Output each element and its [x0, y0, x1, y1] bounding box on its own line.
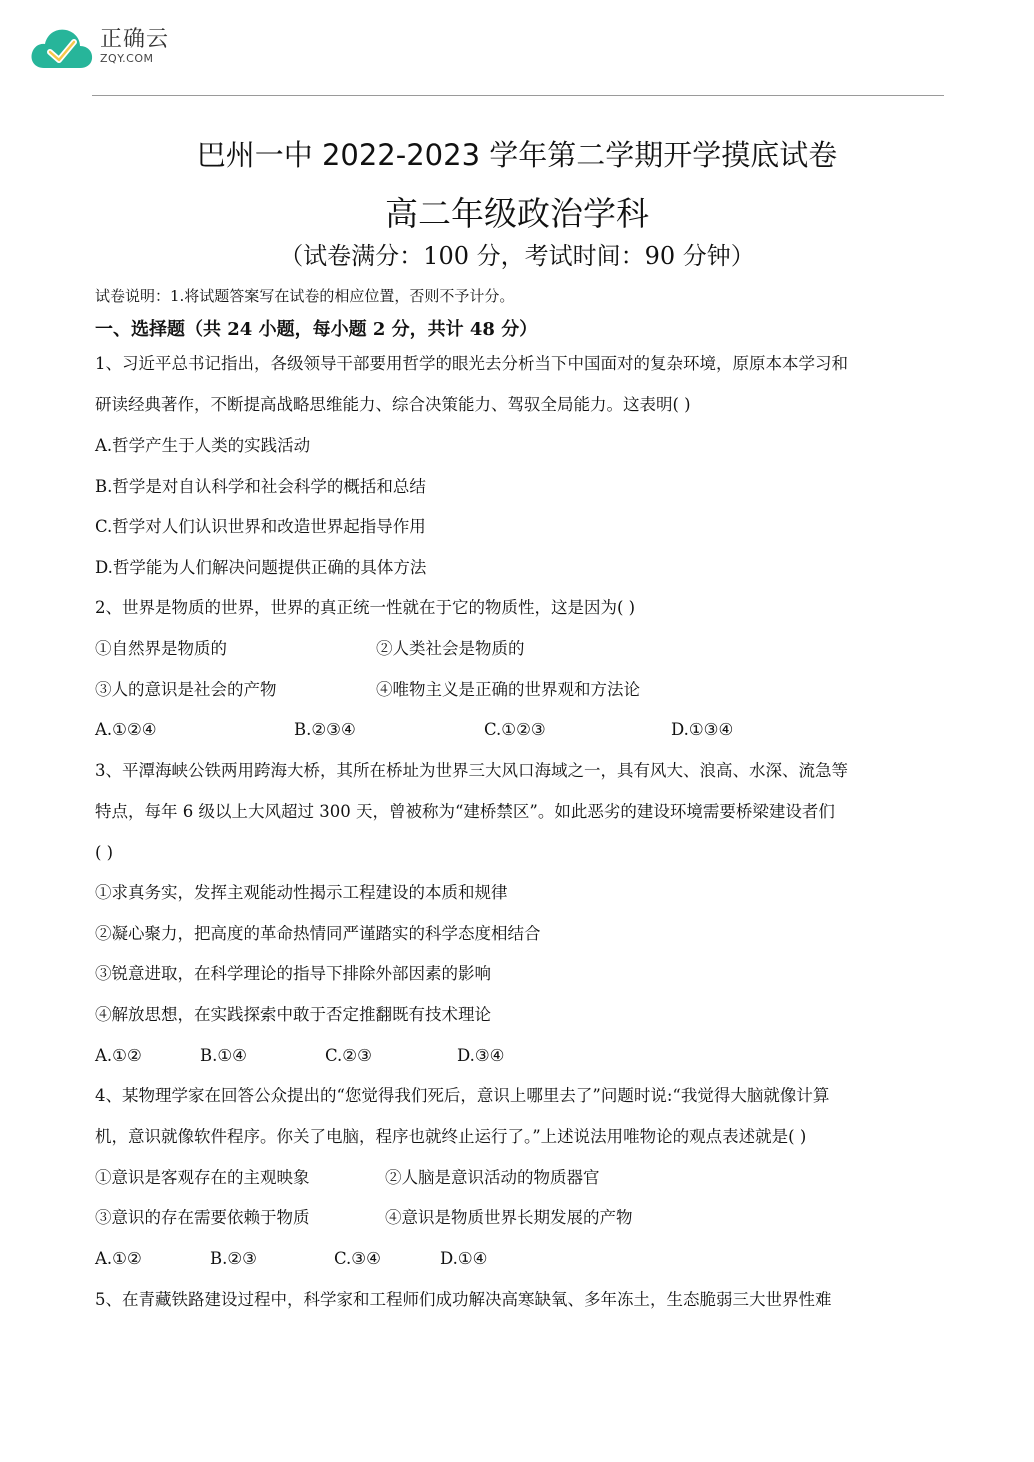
q2-item-2: ②人类社会是物质的 [376, 639, 525, 658]
q1-stem-line1: 1、习近平总书记指出，各级领导干部要用哲学的眼光去分析当下中国面对的复杂环境，原原本本学习和 [95, 354, 848, 373]
exam-subject: 高二年级政治学科 [385, 194, 649, 233]
q5-stem-line1: 5、在青藏铁路建设过程中，科学家和工程师们成功解决高寒缺氧、多年冻土，生态脆弱三大世界性难 [95, 1290, 832, 1309]
q2-option-d: D.①③④ [671, 720, 734, 739]
exam-info: （试卷满分：100 分，考试时间：90 分钟） [279, 242, 755, 270]
q4-stem-line1: 4、某物理学家在回答公众提出的“您觉得我们死后，意识上哪里去了”问题时说:“我觉得大脑就像计算 [95, 1086, 830, 1105]
q2-item-3: ③人的意识是社会的产物 [95, 680, 277, 699]
q4-option-d: D.①④ [440, 1249, 488, 1268]
q2-item-4: ④唯物主义是正确的世界观和方法论 [376, 680, 640, 699]
q4-option-c: C.③④ [334, 1249, 381, 1268]
q1-stem-line2: 研读经典著作，不断提高战略思维能力、综合决策能力、驾驭全局能力。这表明( ) [95, 395, 691, 414]
q3-option-a: A.①② [95, 1046, 142, 1065]
q3-item-4: ④解放思想，在实践探索中敢于否定推翻既有技术理论 [95, 1005, 491, 1024]
q3-item-2: ②凝心聚力，把高度的革命热情同严谨踏实的科学态度相结合 [95, 924, 541, 943]
q3-option-b: B.①④ [200, 1046, 247, 1065]
q4-item-1: ①意识是客观存在的主观映象 [95, 1168, 310, 1187]
q4-stem-line2: 机，意识就像软件程序。你关了电脑，程序也就终止运行了。”上述说法用唯物论的观点表述就是( ) [95, 1127, 807, 1146]
q2-option-b: B.②③④ [294, 720, 356, 739]
q2-stem: 2、世界是物质的世界，世界的真正统一性就在于它的物质性，这是因为( ) [95, 598, 636, 617]
logo-cn: 正确云 [100, 27, 170, 52]
q3-stem-line3: ( ) [95, 843, 114, 862]
q4-item-4: ④意识是物质世界长期发展的产物 [385, 1208, 633, 1227]
q2-item-1: ①自然界是物质的 [95, 639, 227, 658]
exam-note: 试卷说明：1.将试题答案写在试卷的相应位置，否则不予计分。 [95, 287, 515, 305]
q1-option-b: B.哲学是对自认科学和社会科学的概括和总结 [95, 477, 426, 496]
q2-option-c: C.①②③ [484, 720, 546, 739]
q4-option-a: A.①② [95, 1249, 142, 1268]
q2-option-a: A.①②④ [95, 720, 157, 739]
header-divider [92, 95, 944, 96]
exam-title: 巴州一中 2022-2023 学年第二学期开学摸底试卷 [196, 138, 838, 172]
logo-text [100, 28, 169, 66]
q3-stem-line1: 3、平潭海峡公铁两用跨海大桥，其所在桥址为世界三大风口海域之一，具有风大、浪高、水深、流急等 [95, 761, 848, 780]
q3-option-d: D.③④ [457, 1046, 505, 1065]
q1-option-a: A.哲学产生于人类的实践活动 [95, 436, 311, 455]
q1-option-d: D.哲学能为人们解决问题提供正确的具体方法 [95, 558, 427, 577]
q4-option-b: B.②③ [210, 1249, 257, 1268]
section-heading: 一、选择题（共 24 小题，每小题 2 分，共计 48 分） [95, 319, 538, 340]
q4-item-2: ②人脑是意识活动的物质器官 [385, 1168, 600, 1187]
q4-item-3: ③意识的存在需要依赖于物质 [95, 1208, 310, 1227]
logo-en: ZQY.COM [100, 52, 154, 65]
q3-option-c: C.②③ [325, 1046, 372, 1065]
q1-option-c: C.哲学对人们认识世界和改造世界起指导作用 [95, 517, 426, 536]
q3-stem-line2: 特点，每年 6 级以上大风超过 300 天，曾被称为“建桥禁区”。如此恶劣的建设环境需要桥梁建设者们 [95, 802, 835, 821]
q3-item-3: ③锐意进取，在科学理论的指导下排除外部因素的影响 [95, 964, 491, 983]
q3-item-1: ①求真务实，发挥主观能动性揭示工程建设的本质和规律 [95, 883, 508, 902]
